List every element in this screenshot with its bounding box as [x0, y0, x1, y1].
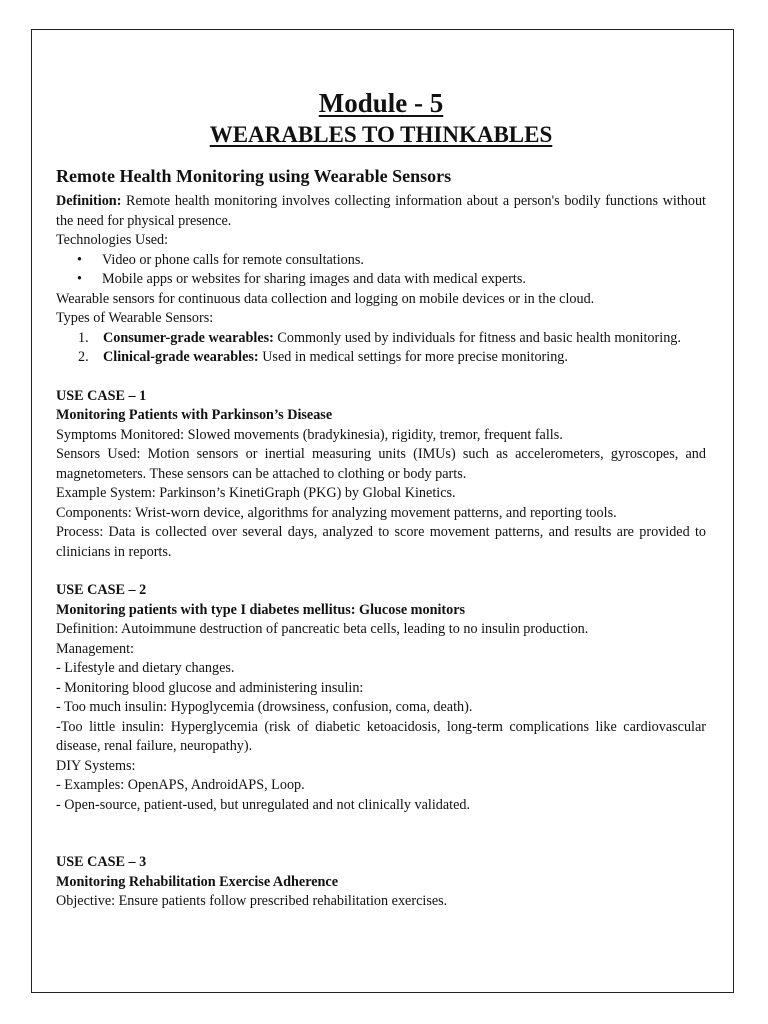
list-item [78, 348, 706, 368]
list-item [78, 329, 706, 349]
type-text: Used in medical settings for more precise monitoring. [258, 349, 568, 365]
definition-paragraph [56, 192, 706, 231]
use-case-2-line: -Too little insulin: Hyperglycemia (risk of diabetic ketoacidosis, long-term complications like cardiovascular disease, renal failure, neuropathy). [56, 718, 706, 754]
types-list [56, 329, 706, 368]
types-label: Types of Wearable Sensors: [56, 310, 214, 326]
use-case-1-line: Example System: Parkinson’s KinetiGraph (PKG) by Global Kinetics. [56, 485, 456, 501]
use-case-1-line: Symptoms Monitored: Slowed movements (bradykinesia), rigidity, tremor, frequent falls. [56, 426, 563, 443]
module-subtitle: WEARABLES TO THINKABLES [209, 122, 553, 147]
use-case-2-line: - Monitoring blood glucose and administering insulin: [56, 679, 364, 696]
use-case-2-line: - Open-source, patient-used, but unregulated and not clinically validated. [56, 796, 471, 813]
list-number: 2. [78, 349, 89, 365]
type-term: Clinical-grade wearables: [103, 349, 259, 365]
definition-label: Definition: [56, 193, 122, 209]
use-case-3-title: Monitoring Rehabilitation Exercise Adherence [56, 873, 339, 890]
spacer [56, 562, 706, 581]
list-item: • Video or phone calls for remote consultations. [102, 251, 706, 271]
use-case-2-line: - Lifestyle and dietary changes. [56, 660, 235, 676]
use-case-2-line: Management: [56, 640, 135, 657]
spacer [56, 368, 706, 387]
type-term: Consumer-grade wearables: [103, 329, 274, 346]
technologies-label: Technologies Used: [56, 232, 169, 248]
technologies-list [56, 251, 706, 290]
use-case-2-line: - Examples: OpenAPS, AndroidAPS, Loop. [56, 777, 305, 793]
use-case-2-line: Definition: Autoimmune destruction of pancreatic beta cells, leading to no insulin production. [56, 621, 589, 637]
spacer [56, 815, 706, 853]
list-number: 1. [78, 329, 89, 346]
module-title: Module - 5 [318, 88, 444, 118]
use-case-2-line: - Too much insulin: Hypoglycemia (drowsiness, confusion, coma, death). [56, 699, 473, 715]
use-case-2-label: USE CASE – 2 [56, 582, 147, 598]
use-case-2-line: DIY Systems: [56, 757, 136, 774]
definition-text: Remote health monitoring involves collecting information about a person's bodily functions without the need for physical presence. [56, 193, 706, 229]
use-case-1-line: Components: Wrist-worn device, algorithms for analyzing movement patterns, and reporting tools. [56, 504, 617, 521]
use-case-2-title: Monitoring patients with type I diabetes mellitus: Glucose monitors [56, 601, 466, 618]
use-case-1-title: Monitoring Patients with Parkinson’s Disease [56, 407, 333, 423]
use-case-1-label: USE CASE – 1 [56, 387, 147, 404]
type-text: Commonly used by individuals for fitness and basic health monitoring. [273, 329, 681, 346]
section-heading: Remote Health Monitoring using Wearable Sensors [56, 166, 452, 186]
document-body [56, 86, 706, 912]
use-case-3-label: USE CASE – 3 [56, 854, 147, 870]
use-case-1-line: Sensors Used: Motion sensors or inertial measuring units (IMUs) such as accelerometers, gyroscopes, and magnetometers. These sensors can be attached to clothing or body parts. [56, 446, 706, 482]
wearables-line: Wearable sensors for continuous data collection and logging on mobile devices or in the cloud. [56, 290, 595, 307]
use-case-1-line: Process: Data is collected over several days, analyzed to score movement patterns, and results are provided to clinicians in reports. [56, 524, 706, 560]
use-case-3-line: Objective: Ensure patients follow prescribed rehabilitation exercises. [56, 893, 448, 909]
list-item: • Mobile apps or websites for sharing images and data with medical experts. [102, 270, 706, 290]
